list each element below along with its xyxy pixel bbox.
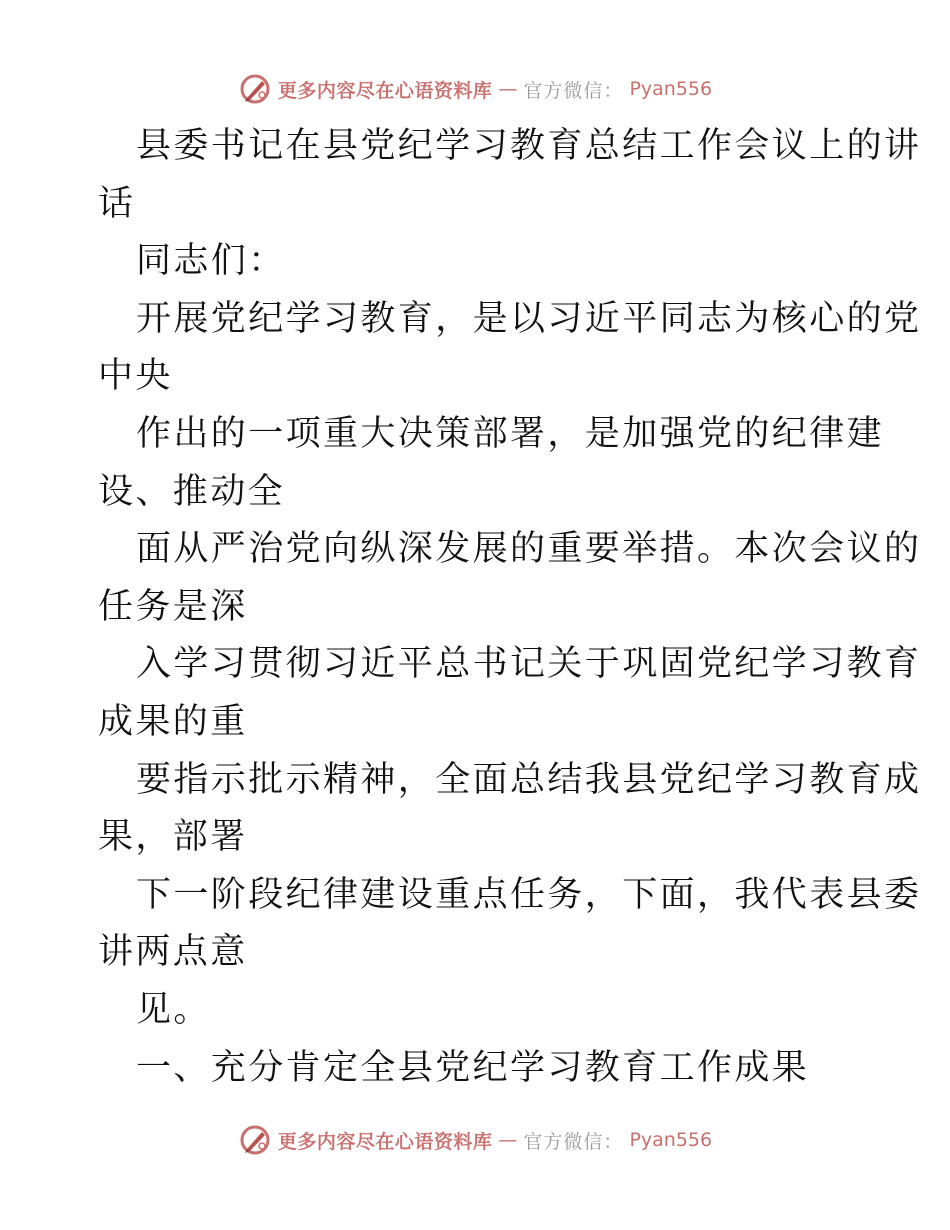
paragraph-line: 讲两点意: [98, 932, 248, 973]
watermark-dash: —: [498, 78, 518, 100]
paragraph-line: 任务是深: [98, 586, 248, 627]
paragraph-line: 见。: [136, 989, 211, 1030]
pen-logo-icon: [238, 72, 272, 106]
section-heading: 一、充分肯定全县党纪学习教育工作成果: [136, 1047, 810, 1088]
document-title-line-1: 县委书记在县党纪学习教育总结工作会议上的讲: [136, 126, 922, 166]
watermark-subtitle: 官方微信：: [523, 79, 624, 102]
paragraph-line: 成果的重: [98, 701, 248, 742]
paragraph-line: 下一阶段纪律建设重点任务，下面，我代表县委: [136, 874, 922, 915]
salutation: 同志们：: [136, 241, 286, 282]
paragraph-line: 入学习贯彻习近平总书记关于巩固党纪学习教育: [136, 644, 922, 685]
document-title-line-2: 话: [98, 183, 136, 224]
watermark-footer: [0, 1120, 950, 1160]
document-body: [98, 118, 922, 1097]
paragraph-line: 中央: [98, 356, 173, 397]
watermark-title: 更多内容尽在心语资料库: [277, 79, 493, 102]
paragraph-line: 要指示批示精神，全面总结我县党纪学习教育成: [136, 759, 922, 800]
paragraph-line: 面从严治党向纵深发展的重要举措。本次会议的: [136, 529, 922, 570]
watermark-dash: —: [498, 1129, 518, 1151]
pen-logo-icon: [238, 1123, 272, 1157]
paragraph-line: 开展党纪学习教育，是以习近平同志为核心的党: [136, 298, 922, 339]
paragraph-line: 果，部署: [98, 817, 248, 858]
watermark-header: [0, 69, 950, 109]
paragraph-line: 设、推动全: [98, 471, 286, 512]
watermark-title: 更多内容尽在心语资料库: [277, 1130, 493, 1153]
watermark-id: Pyan556: [629, 78, 713, 100]
paragraph-line: 作出的一项重大决策部署，是加强党的纪律建: [136, 413, 885, 454]
watermark-subtitle: 官方微信：: [523, 1130, 624, 1153]
watermark-id: Pyan556: [629, 1129, 713, 1151]
